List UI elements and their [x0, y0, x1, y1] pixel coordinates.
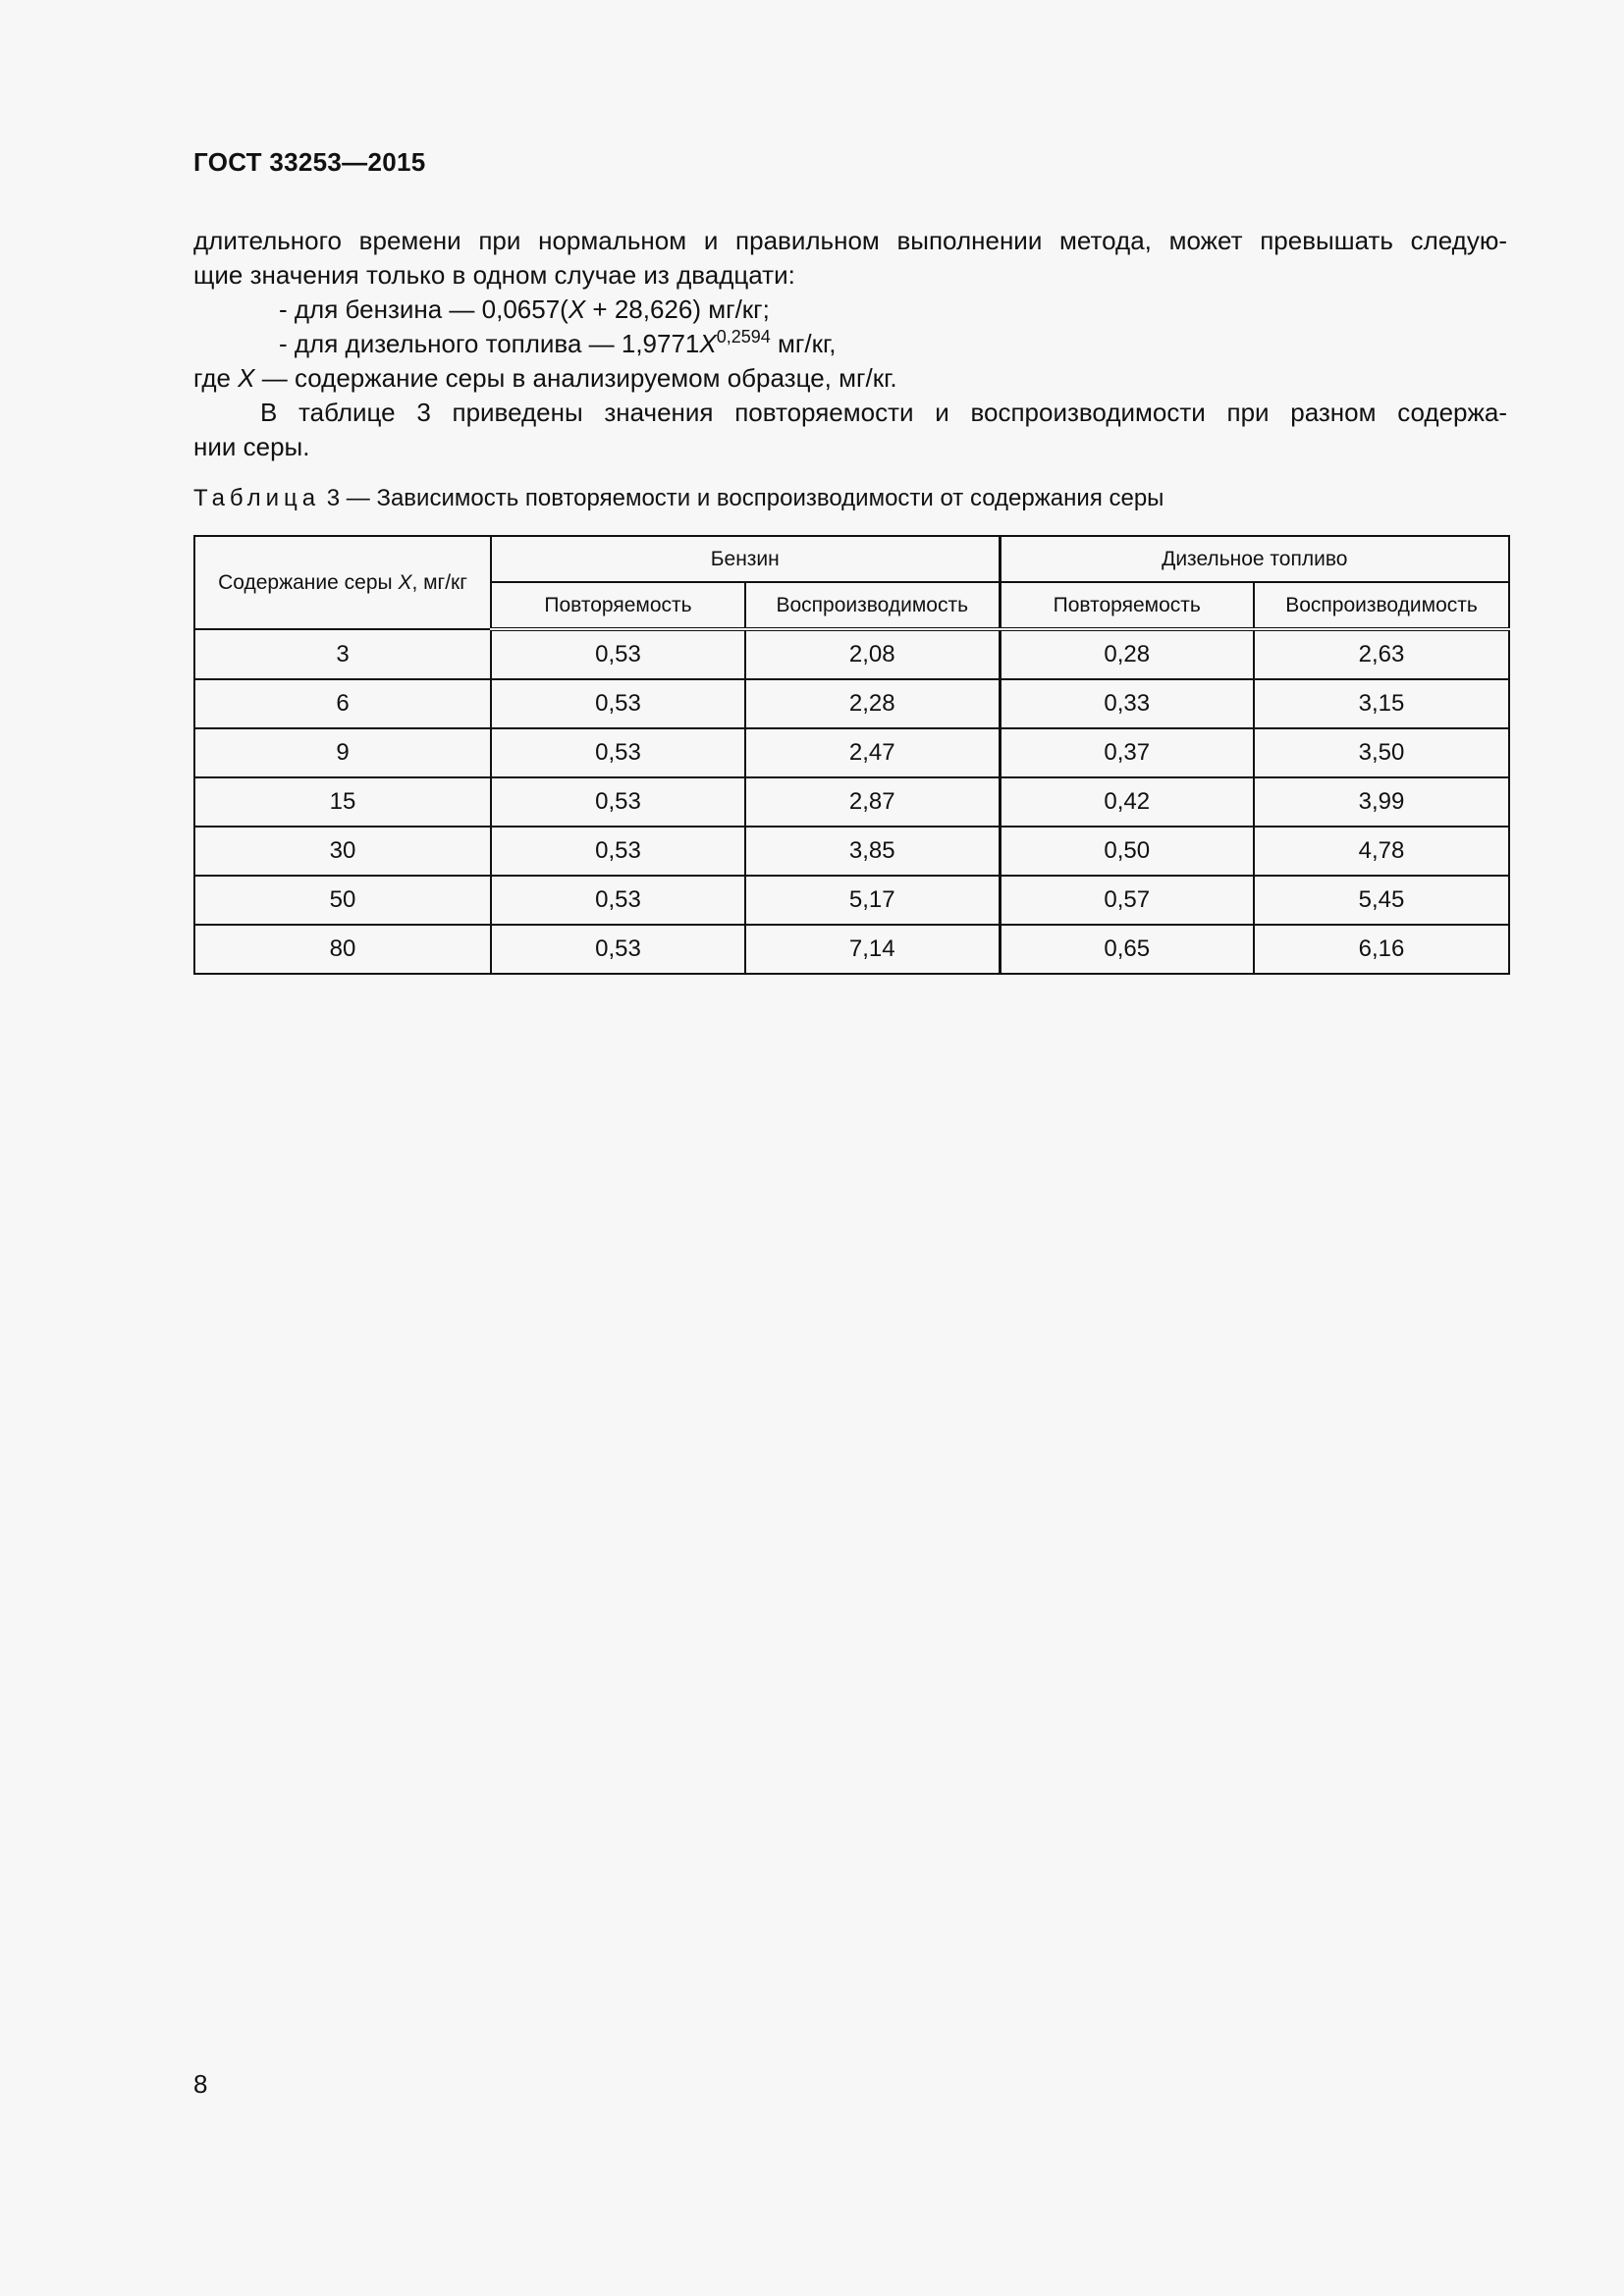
cell-petrol-repeatability: 0,53 [491, 925, 745, 974]
cell-diesel-repeatability: 0,65 [1000, 925, 1254, 974]
cell-petrol-reproducibility: 2,08 [745, 629, 1000, 679]
cell-petrol-repeatability: 0,53 [491, 777, 745, 827]
cell-diesel-repeatability: 0,42 [1000, 777, 1254, 827]
cell-sulfur: 9 [194, 728, 491, 777]
variable-x: X [238, 363, 255, 393]
header-sulfur-content [194, 536, 491, 629]
where-clause [193, 361, 1507, 396]
header-diesel-repeatability: Повторяемость [1000, 582, 1254, 629]
variable-x: X [398, 570, 412, 594]
cell-petrol-repeatability: 0,53 [491, 629, 745, 679]
header-diesel: Дизельное топливо [1000, 536, 1509, 582]
cell-diesel-repeatability: 0,50 [1000, 827, 1254, 876]
formula-text: - для дизельного топлива — 1,9771 [279, 329, 700, 358]
variable-x: X [568, 294, 586, 324]
table-row [194, 777, 1509, 827]
formula-petrol [193, 293, 1507, 327]
cell-petrol-reproducibility: 2,87 [745, 777, 1000, 827]
cell-petrol-repeatability: 0,53 [491, 728, 745, 777]
header-petrol: Бензин [491, 536, 1000, 582]
formula-text: - для бензина — 0,0657( [279, 294, 568, 324]
formula-text: + 28,626) мг/кг; [585, 294, 770, 324]
cell-diesel-reproducibility: 3,99 [1254, 777, 1509, 827]
cell-petrol-repeatability: 0,53 [491, 679, 745, 728]
table-row [194, 876, 1509, 925]
cell-diesel-reproducibility: 3,50 [1254, 728, 1509, 777]
paragraph-line: длительного времени при нормальном и правильном выполнении метода, может превышать следую- [193, 226, 1507, 255]
exponent: 0,2594 [716, 327, 771, 347]
cell-diesel-reproducibility: 4,78 [1254, 827, 1509, 876]
cell-diesel-reproducibility: 6,16 [1254, 925, 1509, 974]
cell-petrol-reproducibility: 7,14 [745, 925, 1000, 974]
table-caption-label: Таблица [193, 485, 321, 511]
table-row [194, 728, 1509, 777]
table-row [194, 679, 1509, 728]
cell-petrol-repeatability: 0,53 [491, 827, 745, 876]
cell-petrol-reproducibility: 2,28 [745, 679, 1000, 728]
cell-petrol-reproducibility: 2,47 [745, 728, 1000, 777]
body-text [193, 224, 1507, 464]
variable-x: X [699, 329, 717, 358]
document-header: ГОСТ 33253—2015 [193, 147, 426, 177]
table-caption [193, 485, 1164, 512]
formula-text: мг/кг, [770, 329, 837, 358]
header-text: Содержание серы [218, 570, 399, 594]
cell-diesel-repeatability: 0,57 [1000, 876, 1254, 925]
cell-diesel-reproducibility: 2,63 [1254, 629, 1509, 679]
header-diesel-reproducibility: Воспроизводимость [1254, 582, 1509, 629]
cell-sulfur: 6 [194, 679, 491, 728]
cell-diesel-repeatability: 0,37 [1000, 728, 1254, 777]
header-petrol-repeatability: Повторяемость [491, 582, 745, 629]
table-row [194, 629, 1509, 679]
cell-sulfur: 15 [194, 777, 491, 827]
cell-diesel-repeatability: 0,33 [1000, 679, 1254, 728]
table-row [194, 827, 1509, 876]
table-row [194, 925, 1509, 974]
cell-sulfur: 80 [194, 925, 491, 974]
cell-sulfur: 50 [194, 876, 491, 925]
header-petrol-reproducibility: Воспроизводимость [745, 582, 1000, 629]
where-text: где [193, 363, 239, 393]
cell-sulfur: 3 [194, 629, 491, 679]
header-text: , мг/кг [411, 570, 467, 594]
where-text: — содержание серы в анализируемом образце, мг/кг. [254, 363, 897, 393]
sulfur-table [193, 535, 1510, 975]
table-caption-text: 3 — Зависимость повторяемости и воспроизводимости от содержания серы [326, 485, 1164, 511]
cell-diesel-repeatability: 0,28 [1000, 629, 1254, 679]
cell-diesel-reproducibility: 5,45 [1254, 876, 1509, 925]
cell-petrol-reproducibility: 5,17 [745, 876, 1000, 925]
paragraph-line: В таблице 3 приведены значения повторяемости и воспроизводимости при разном содержа- [260, 398, 1507, 427]
cell-diesel-reproducibility: 3,15 [1254, 679, 1509, 728]
cell-sulfur: 30 [194, 827, 491, 876]
cell-petrol-reproducibility: 3,85 [745, 827, 1000, 876]
formula-diesel [193, 327, 1507, 361]
paragraph-line: нии серы. [193, 432, 310, 461]
page-number: 8 [193, 2069, 208, 2099]
paragraph-line: щие значения только в одном случае из двадцати: [193, 260, 795, 290]
cell-petrol-repeatability: 0,53 [491, 876, 745, 925]
